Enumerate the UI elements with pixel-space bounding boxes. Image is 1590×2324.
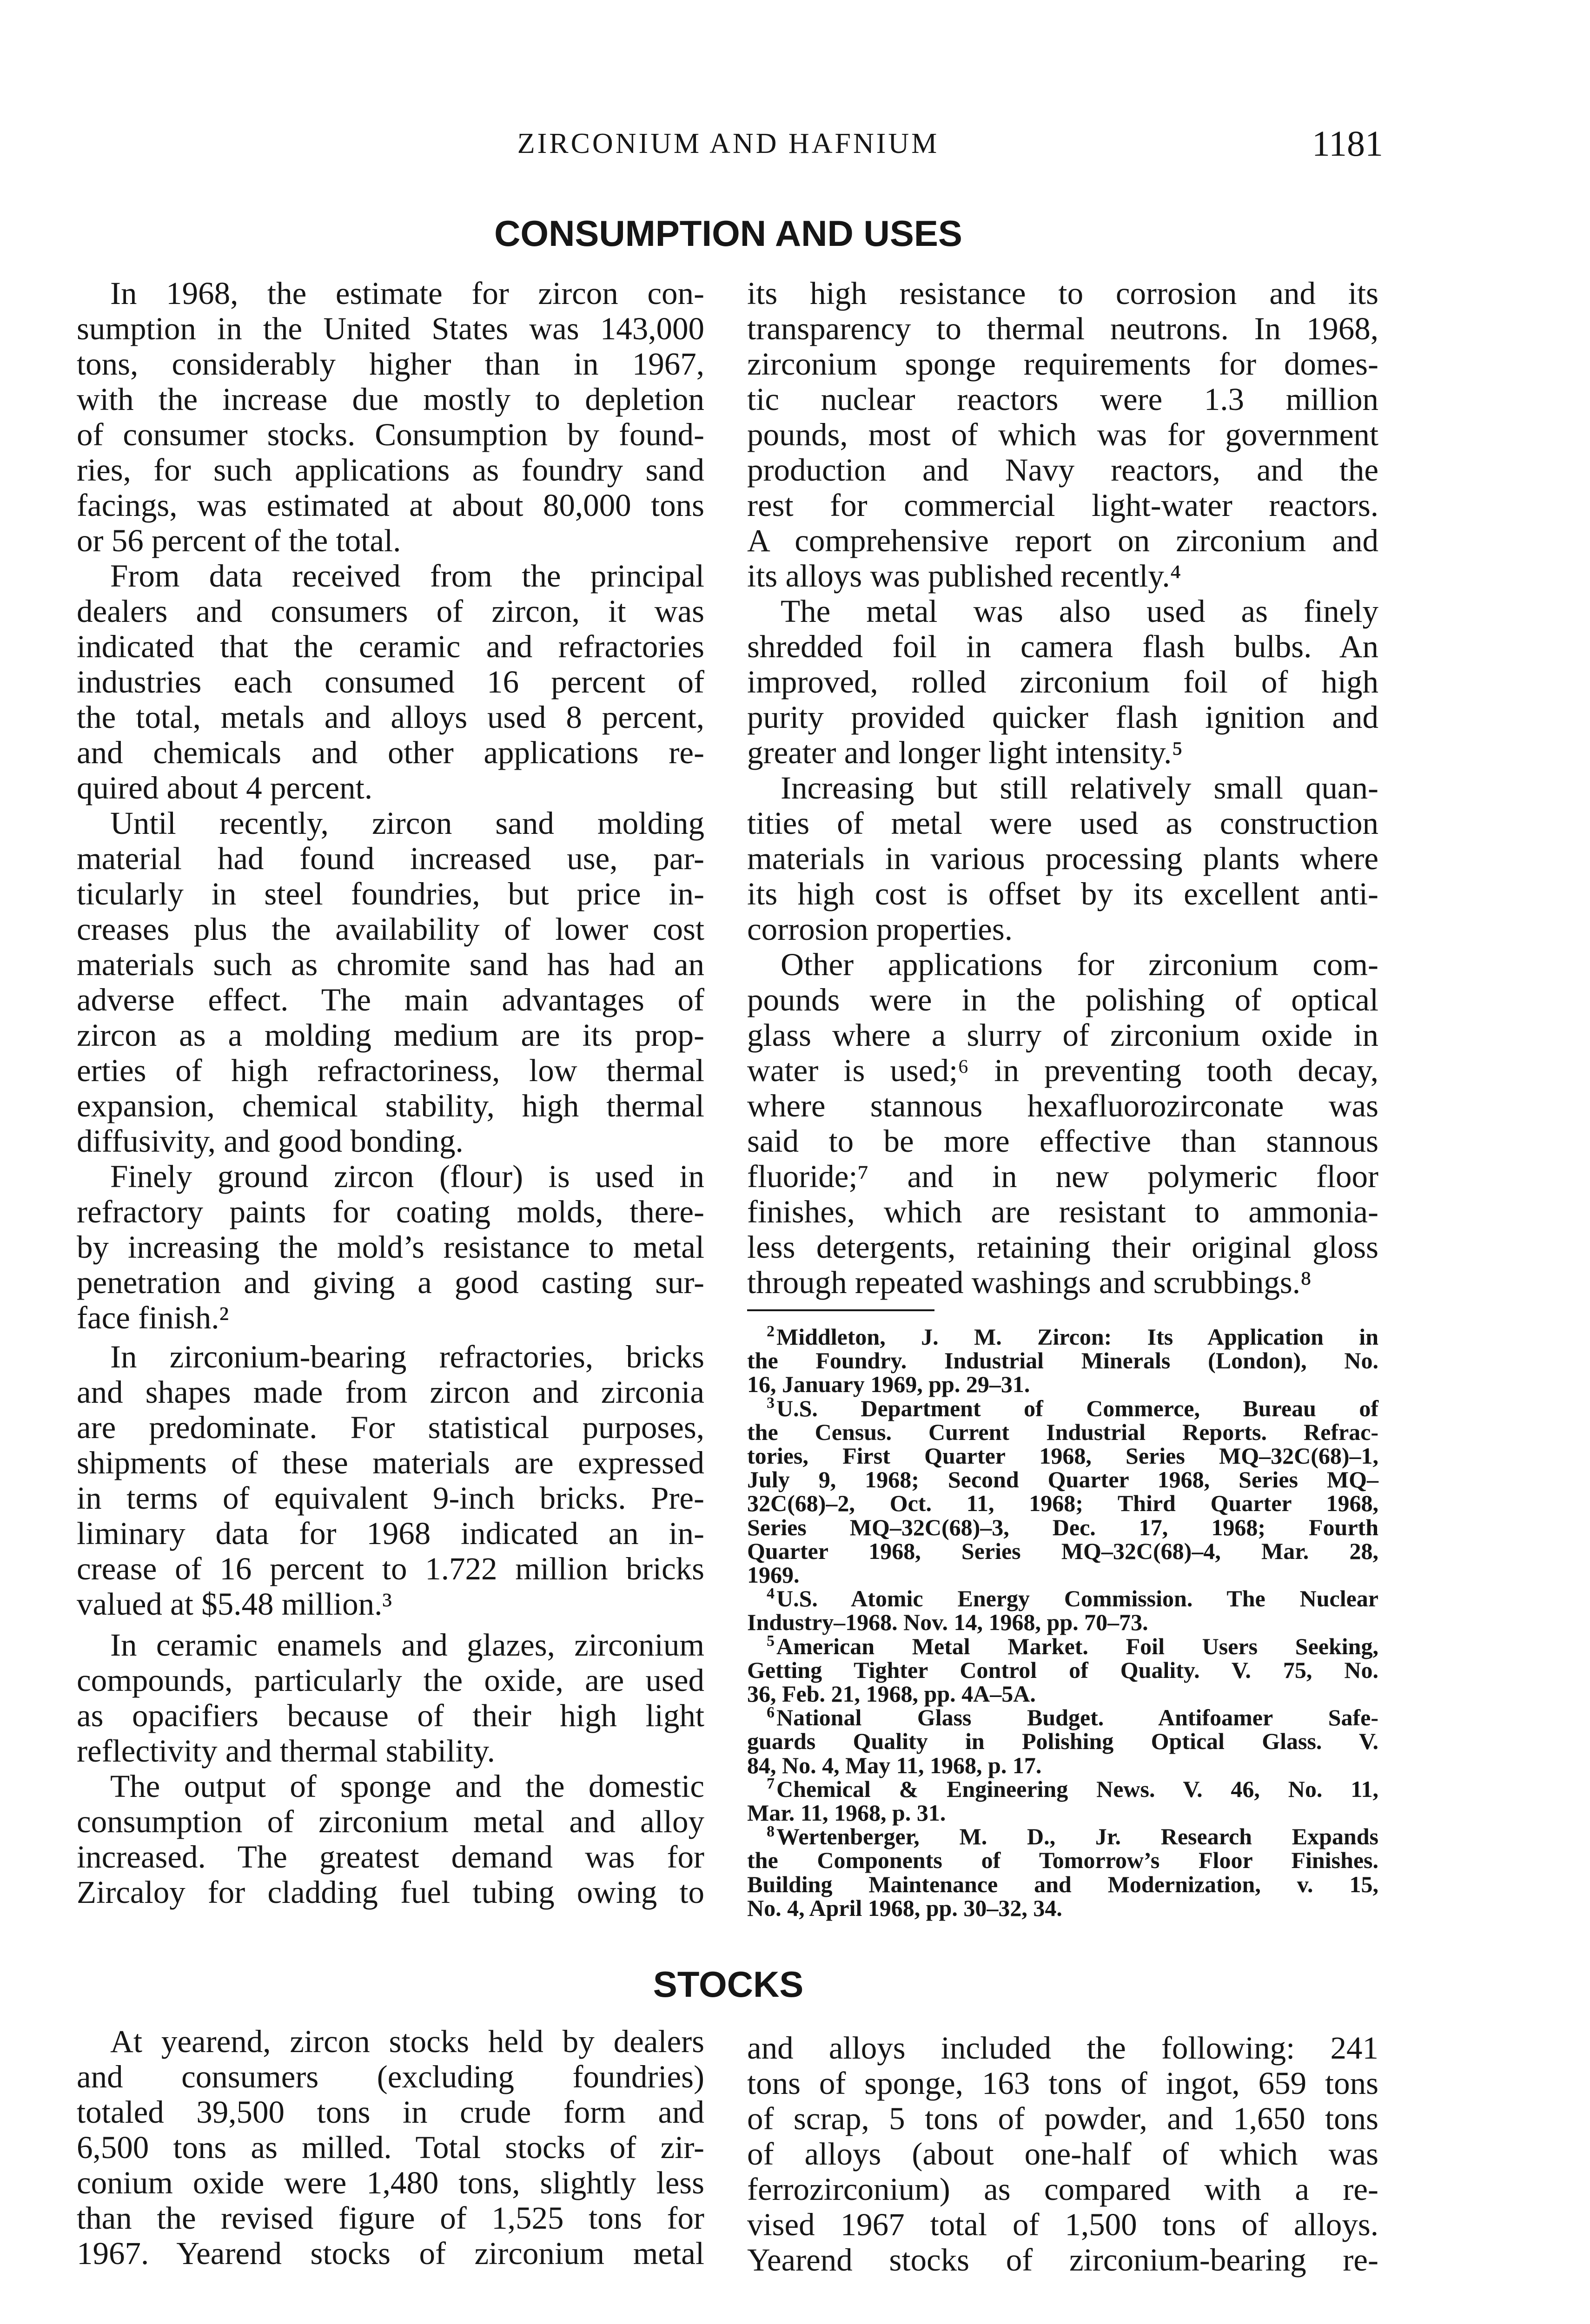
consumption-right-column	[747, 276, 1378, 1300]
footnote-line	[747, 1587, 1378, 1611]
text-line: crease of 16 percent to 1.722 million bricks	[77, 1551, 704, 1586]
text-line: tons of sponge, 163 tons of ingot, 659 tons	[747, 2066, 1378, 2101]
text-line: fluoride;⁷ and in new polymeric floor	[747, 1159, 1378, 1194]
paragraph	[747, 276, 1378, 594]
text-line: materials in various processing plants where	[747, 841, 1378, 876]
text-line: From data received from the principal	[110, 558, 704, 594]
text-line: industries each consumed 16 percent of	[77, 664, 704, 700]
text-line: penetration and giving a good casting sur-	[77, 1265, 704, 1300]
text-line: of consumer stocks. Consumption by found-	[77, 417, 704, 452]
text-line: its high cost is offset by its excellent anti-	[747, 876, 1378, 911]
text-line: indicated that the ceramic and refractories	[77, 629, 704, 664]
footnote-line: Getting Tighter Control of Quality. V. 75, No.	[747, 1657, 1378, 1683]
text-line: shipments of these materials are expressed	[77, 1445, 704, 1480]
page-number: 1181	[1312, 123, 1383, 164]
footnote-line: July 9, 1968; Second Quarter 1968, Series MQ–	[747, 1466, 1378, 1493]
text-line: reflectivity and thermal stability.	[77, 1733, 495, 1769]
footnote-text: Chemical & Engineering News. V. 46, No. 11,	[776, 1776, 1378, 1802]
text-line: totaled 39,500 tons in crude form and	[77, 2094, 704, 2130]
text-line: quired about 4 percent.	[77, 770, 373, 805]
text-line: shredded foil in camera flash bulbs. An	[747, 629, 1378, 664]
paragraph	[77, 1339, 704, 1622]
text-line: zircon as a molding medium are its prop-	[77, 1017, 704, 1053]
section-heading-consumption: CONSUMPTION AND USES	[494, 213, 962, 254]
footnote-line: the Census. Current Industrial Reports. Refrac-	[747, 1419, 1378, 1445]
text-line: ticularly in steel foundries, but price in-	[77, 876, 704, 911]
text-line: materials such as chromite sand has had an	[77, 947, 704, 982]
text-line: tic nuclear reactors were 1.3 million	[747, 382, 1378, 417]
text-line: purity provided quicker flash ignition and	[747, 700, 1378, 735]
paragraph	[747, 2030, 1378, 2278]
paragraph	[77, 805, 704, 1159]
text-line: tities of metal were used as construction	[747, 805, 1378, 841]
text-line: and chemicals and other applications re-	[77, 735, 704, 770]
text-line: its alloys was published recently.⁴	[747, 558, 1181, 594]
text-line: increased. The greatest demand was for	[77, 1839, 704, 1875]
text-line: vised 1967 total of 1,500 tons of alloys.	[747, 2207, 1378, 2242]
text-line: with the increase due mostly to depletion	[77, 382, 704, 417]
text-line: water is used;⁶ in preventing tooth decay,	[747, 1053, 1378, 1088]
text-line: its high resistance to corrosion and its	[747, 276, 1378, 311]
text-line: expansion, chemical stability, high thermal	[77, 1088, 704, 1123]
text-line: said to be more effective than stannous	[747, 1123, 1378, 1159]
text-line: Zircaloy for cladding fuel tubing owing to	[77, 1875, 704, 1910]
paragraph	[77, 276, 704, 558]
footnote-line: 84, No. 4, May 11, 1968, p. 17.	[747, 1752, 1042, 1778]
text-line: greater and longer light intensity.⁵	[747, 735, 1183, 770]
text-line: The output of sponge and the domestic	[110, 1769, 704, 1804]
stocks-right-column	[747, 2030, 1378, 2278]
footnote	[747, 1777, 1378, 1825]
paragraph	[77, 2024, 704, 2271]
footnote-line: Series MQ–32C(68)–3, Dec. 17, 1968; Fourth	[747, 1514, 1378, 1540]
text-line: facings, was estimated at about 80,000 tons	[77, 488, 704, 523]
text-line: where stannous hexafluorozirconate was	[747, 1088, 1378, 1123]
text-line: 6,500 tons as milled. Total stocks of zir-	[77, 2130, 704, 2165]
text-line: as opacifiers because of their high light	[77, 1698, 704, 1733]
text-line: In 1968, the estimate for zircon con-	[110, 276, 704, 311]
footnote-line: 1969.	[747, 1562, 800, 1588]
text-line: and alloys included the following: 241	[747, 2030, 1378, 2066]
footnote	[747, 1703, 1378, 1778]
footnote-number: 7	[767, 1775, 775, 1793]
footnote	[747, 1325, 1378, 1397]
footnote-line: No. 4, April 1968, pp. 30–32, 34.	[747, 1895, 1062, 1921]
footnote-line: tories, First Quarter 1968, Series MQ–32C(68)–1,	[747, 1443, 1378, 1469]
text-line: In zirconium-bearing refractories, bricks	[110, 1339, 704, 1374]
footnote-line: 16, January 1969, pp. 29–31.	[747, 1371, 1030, 1398]
text-line: consumption of zirconium metal and alloy	[77, 1804, 704, 1839]
text-line: of alloys (about one-half of which was	[747, 2136, 1378, 2172]
footnote	[747, 1587, 1378, 1634]
text-line: by increasing the mold’s resistance to metal	[77, 1229, 704, 1265]
footnotes	[747, 1325, 1378, 1920]
text-line: the total, metals and alloys used 8 percent,	[77, 700, 704, 735]
footnote-line	[747, 1777, 1378, 1801]
text-line: conium oxide were 1,480 tons, slightly less	[77, 2165, 704, 2200]
text-line: of scrap, 5 tons of powder, and 1,650 tons	[747, 2101, 1378, 2136]
text-line: ferrozirconium) as compared with a re-	[747, 2172, 1378, 2207]
stocks-left-column	[77, 2024, 704, 2271]
text-line: creases plus the availability of lower cost	[77, 911, 704, 947]
footnote-number: 8	[767, 1822, 775, 1840]
footnote-line: Building Maintenance and Modernization, v. 15,	[747, 1871, 1378, 1897]
text-line: pounds, most of which was for government	[747, 417, 1378, 452]
text-line: than the revised figure of 1,525 tons for	[77, 2200, 704, 2236]
footnote-line: the Components of Tomorrow’s Floor Finishes.	[747, 1847, 1378, 1874]
footnote-line: Industry–1968. Nov. 14, 1968, pp. 70–73.	[747, 1609, 1148, 1636]
footnote-line: Mar. 11, 1968, p. 31.	[747, 1800, 946, 1826]
paragraph	[77, 1159, 704, 1335]
text-line: In ceramic enamels and glazes, zirconium	[110, 1627, 704, 1663]
text-line: corrosion properties.	[747, 911, 1013, 947]
paragraph	[77, 1769, 704, 1910]
footnote-text: U.S. Department of Commerce, Bureau of	[776, 1395, 1378, 1421]
footnote-text: Wertenberger, M. D., Jr. Research Expands	[776, 1823, 1378, 1850]
paragraph	[747, 947, 1378, 1300]
footnote-line	[747, 1822, 1378, 1850]
text-line: dealers and consumers of zircon, it was	[77, 594, 704, 629]
text-line: or 56 percent of the total.	[77, 523, 401, 558]
footnote-text: Middleton, J. M. Zircon: Its Application in	[776, 1324, 1378, 1350]
footnote	[747, 1394, 1378, 1588]
text-line: At yearend, zircon stocks held by dealers	[110, 2024, 704, 2059]
text-line: pounds were in the polishing of optical	[747, 982, 1378, 1017]
text-line: are predominate. For statistical purposes,	[77, 1410, 704, 1445]
text-line: in terms of equivalent 9-inch bricks. Pre-	[77, 1480, 704, 1516]
footnote-number: 6	[767, 1703, 775, 1721]
footnote-line	[747, 1325, 1378, 1349]
footnote-line	[747, 1632, 1378, 1659]
text-line: tons, considerably higher than in 1967,	[77, 346, 704, 382]
text-line: production and Navy reactors, and the	[747, 452, 1378, 488]
footnote-line: 32C(68)–2, Oct. 11, 1968; Third Quarter 1968,	[747, 1490, 1378, 1517]
text-line: ries, for such applications as foundry sand	[77, 452, 704, 488]
text-line: and consumers (excluding foundries)	[77, 2059, 704, 2094]
section-heading-stocks: STOCKS	[653, 1964, 804, 2005]
text-line: Yearend stocks of zirconium-bearing re-	[747, 2242, 1378, 2278]
text-line: refractory paints for coating molds, there-	[77, 1194, 704, 1229]
paragraph	[77, 558, 704, 805]
footnote-line: Quarter 1968, Series MQ–32C(68)–4, Mar. 28,	[747, 1538, 1378, 1564]
footnote	[747, 1822, 1378, 1921]
text-line: Finely ground zircon (flour) is used in	[110, 1159, 704, 1194]
paragraph	[77, 1627, 704, 1769]
footnote-text: U.S. Atomic Energy Commission. The Nuclear	[776, 1585, 1378, 1612]
consumption-left-column	[77, 276, 704, 1910]
footnote-rule	[747, 1309, 934, 1311]
paragraph	[747, 770, 1378, 947]
text-line: Until recently, zircon sand molding	[110, 805, 704, 841]
text-line: rest for commercial light-water reactors.	[747, 488, 1378, 523]
footnote-line: 36, Feb. 21, 1968, pp. 4A–5A.	[747, 1681, 1036, 1707]
text-line: The metal was also used as finely	[781, 594, 1378, 629]
text-line: face finish.²	[77, 1300, 229, 1335]
text-line: and shapes made from zircon and zirconia	[77, 1374, 704, 1410]
text-line: diffusivity, and good bonding.	[77, 1123, 464, 1159]
text-line: transparency to thermal neutrons. In 1968,	[747, 311, 1378, 346]
running-title: ZIRCONIUM AND HAFNIUM	[517, 128, 940, 159]
text-line: erties of high refractoriness, low thermal	[77, 1053, 704, 1088]
footnote-line: guards Quality in Polishing Optical Glass. V.	[747, 1728, 1378, 1755]
footnote-text: National Glass Budget. Antifoamer Safe-	[776, 1704, 1378, 1731]
text-line: sumption in the United States was 143,000	[77, 311, 704, 346]
text-line: improved, rolled zirconium foil of high	[747, 664, 1378, 700]
text-line: liminary data for 1968 indicated an in-	[77, 1516, 704, 1551]
text-line: Increasing but still relatively small quan-	[781, 770, 1378, 805]
footnote-number: 2	[767, 1323, 775, 1340]
text-line: Other applications for zirconium com-	[781, 947, 1378, 982]
text-line: zirconium sponge requirements for domes-	[747, 346, 1378, 382]
footnote-number: 5	[767, 1632, 775, 1650]
text-line: less detergents, retaining their original gloss	[747, 1229, 1378, 1265]
text-line: valued at $5.48 million.³	[77, 1586, 392, 1622]
text-line: compounds, particularly the oxide, are used	[77, 1663, 704, 1698]
text-line: through repeated washings and scrubbings.⁸	[747, 1265, 1312, 1300]
text-line: material had found increased use, par-	[77, 841, 704, 876]
footnote	[747, 1632, 1378, 1707]
footnote-line	[747, 1394, 1378, 1421]
footnote-line	[747, 1703, 1378, 1731]
footnote-text: American Metal Market. Foil Users Seeking,	[776, 1633, 1378, 1659]
paragraph	[747, 594, 1378, 770]
text-line: adverse effect. The main advantages of	[77, 982, 704, 1017]
footnote-line: the Foundry. Industrial Minerals (London), No.	[747, 1347, 1378, 1374]
footnote-number: 3	[767, 1394, 775, 1412]
text-line: glass where a slurry of zirconium oxide in	[747, 1017, 1378, 1053]
footnote-number: 4	[767, 1585, 775, 1602]
text-line: A comprehensive report on zirconium and	[747, 523, 1378, 558]
text-line: finishes, which are resistant to ammonia-	[747, 1194, 1378, 1229]
text-line: 1967. Yearend stocks of zirconium metal	[77, 2236, 704, 2271]
